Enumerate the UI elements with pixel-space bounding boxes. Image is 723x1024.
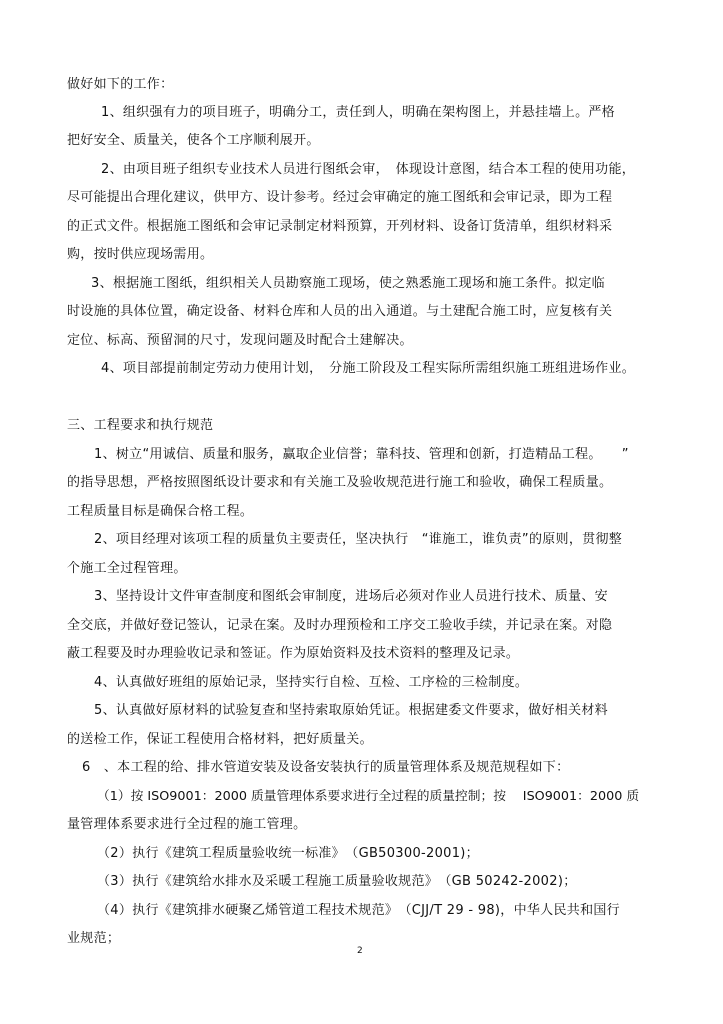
- text-line: 1、树立“用诚信、质量和服务，赢取企业信誉；靠科技、管理和创新，打造精品工程。 ”: [94, 447, 629, 462]
- text-line: 时设施的具体位置，确定设备、材料仓库和人员的出入通道。与土建配合施工时，应复核有关: [67, 304, 613, 319]
- text-line: 做好如下的工作：: [67, 77, 174, 92]
- text-line: （1）按 ISO9001：2000 质量管理体系要求进行全过程的质量控制；按 ISO9001：2000 质: [97, 789, 640, 804]
- text-line: 的正式文件。根据施工图纸和会审记录制定材料预算，开列材料、设备订货清单，组织材料采: [67, 219, 613, 234]
- page-number: 2: [357, 946, 363, 956]
- text-line: 3、坚持设计文件审查制度和图纸会审制度，进场后必须对作业人员进行技术、质量、安: [94, 589, 608, 604]
- text-line: 蔽工程要及时办理验收记录和签证。作为原始资料及技术资料的整理及记录。: [67, 646, 520, 661]
- text-line: 1、组织强有力的项目班子，明确分工，责任到人，明确在架构图上，并悬挂墙上。严格: [101, 105, 615, 120]
- section-heading: 三、工程要求和执行规范: [67, 418, 214, 433]
- text-line: （2）执行《建筑工程质量验收统一标准》 （GB50300-2001)；: [97, 846, 479, 861]
- text-line: （4）执行《建筑排水硬聚乙烯管道工程技术规范》 （CJJ/T 29 - 98)，中华人民共和国行: [97, 903, 620, 918]
- text-line: 全交底，并做好登记签认，记录在案。及时办理预检和工序交工验收手续，并记录在案。对隐: [67, 618, 613, 633]
- text-line: 尽可能提出合理化建议，供甲方、设计参考。经过会审确定的施工图纸和会审记录，即为工程: [67, 190, 613, 205]
- text-line: 个施工全过程管理。: [67, 561, 187, 576]
- text-line: 的送检工作，保证工程使用合格材料，把好质量关。: [67, 732, 373, 747]
- text-line: 业规范；: [67, 931, 121, 946]
- text-line: 购，按时供应现场需用。: [67, 247, 214, 262]
- text-line: 6 、本工程的给、排水管道安装及设备安装执行的质量管理体系及规范规程如下：: [82, 760, 570, 775]
- text-line: 4、项目部提前制定劳动力使用计划， 分施工阶段及工程实际所需组织施工班组进场作业。: [101, 361, 636, 376]
- text-line: 2、由项目班子组织专业技术人员进行图纸会审， 体现设计意图，结合本工程的使用功能，: [101, 162, 636, 177]
- text-line: 4、认真做好班组的原始记录，坚持实行自检、互检、工序检的三检制度。: [94, 675, 529, 690]
- text-line: 5、认真做好原材料的试验复查和坚持索取原始凭证。根据建委文件要求，做好相关材料: [94, 703, 608, 718]
- text-line: 量管理体系要求进行全过程的施工管理。: [67, 817, 307, 832]
- text-line: 把好安全、质量关，使各个工序顺利展开。: [67, 133, 320, 148]
- text-line: 2、项目经理对该项工程的质量负主要责任，坚决执行 “谁施工，谁负责”的原则，贯彻整: [94, 532, 623, 547]
- text-line: 的指导思想，严格按照图纸设计要求和有关施工及验收规范进行施工和验收，确保工程质量。: [67, 475, 613, 490]
- text-line: 3、根据施工图纸，组织相关人员勘察施工现场，使之熟悉施工现场和施工条件。拟定临: [91, 276, 605, 291]
- text-line: 工程质量目标是确保合格工程。: [67, 504, 254, 519]
- text-line: （3）执行《建筑给水排水及采暖工程施工质量验收规范》 （GB 50242-2002)；: [97, 874, 577, 889]
- text-line: 定位、标高、预留洞的尺寸，发现问题及时配合土建解决。: [67, 333, 413, 348]
